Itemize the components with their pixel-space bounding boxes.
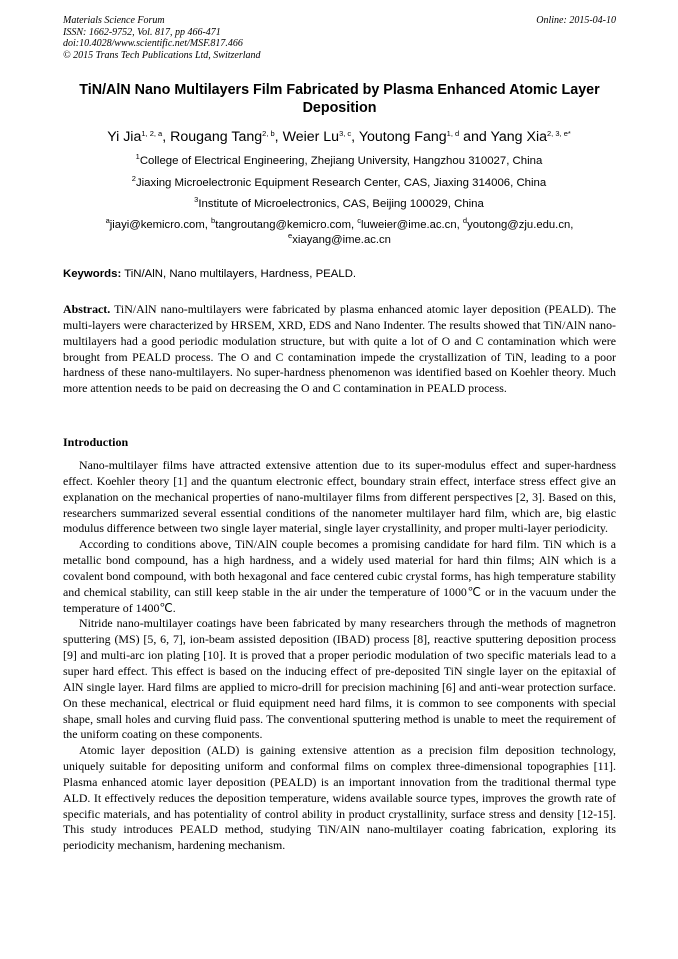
email-marker: e [288, 231, 293, 240]
email-marker: b [211, 216, 216, 225]
author-affil-marker: 2, b [262, 129, 275, 138]
email-address: xiayang@ime.ac.cn [292, 234, 391, 246]
email-address: luweier@ime.ac.cn, [361, 219, 463, 231]
author-name: Rougang Tang [170, 129, 263, 145]
affiliation-text: College of Electrical Engineering, Zhejiang University, Hangzhou 310027, China [139, 155, 543, 167]
paragraph: Atomic layer deposition (ALD) is gaining extensive attention as a precision film deposition technology, uniquely suitable for depositing uniform and conformal films on complex three-dimensional topographies [11]. Plasma enhanced atomic layer deposition (PEALD) is an important innovation from the traditional thermal type ALD. It effectively reduces the deposition temperature, widens available source types, improves the growth rate of specific materials, and has potentiality of control ability in product crystallinity, surface stress and density [12-15]. This study introduces PEALD method, studying TiN/AlN nano-multilayer coating fabrication, exploring its periodicity mechanism, hardening mechanism. [63, 743, 616, 853]
author-name: Yang Xia [490, 129, 548, 145]
affiliation-text: Jiaxing Microelectronic Equipment Research Center, CAS, Jiaxing 314006, China [135, 177, 547, 189]
author-list [40, 127, 638, 147]
online-date: Online: 2015-04-10 [536, 15, 616, 26]
affiliation-marker: 1 [135, 152, 140, 161]
author-affil-marker: 1, d [446, 129, 460, 138]
author-name: Youtong Fang [358, 129, 447, 145]
author [490, 129, 570, 145]
keywords-text: TiN/AlN, Nano multilayers, Hardness, PEALD. [121, 268, 357, 280]
issn-line: ISSN: 1662-9752, Vol. 817, pp 466-471 [63, 26, 221, 38]
abstract-label: Abstract. [63, 302, 111, 316]
affiliation-marker: 3 [194, 195, 199, 204]
author-separator: and [459, 129, 491, 145]
author-separator: , [274, 129, 283, 145]
copyright-line: © 2015 Trans Tech Publications Ltd, Switzerland [63, 49, 261, 61]
author-name: Weier Lu [282, 129, 340, 145]
keywords-label: Keywords: [63, 268, 122, 280]
journal-name: Materials Science Forum [63, 15, 165, 26]
email-marker: d [462, 216, 468, 225]
abstract [63, 302, 616, 397]
email-list [63, 218, 616, 248]
author-name: Yi Jia [107, 129, 142, 145]
author-affil-marker: 3, c [339, 129, 352, 138]
affiliation-marker: 2 [131, 174, 136, 183]
email-address: tangroutang@kemicro.com, [215, 219, 358, 231]
paragraph: Nitride nano-multilayer coatings have been fabricated by many researchers through the methods of magnetron sputtering (MS) [5, 6, 7], ion-beam assisted deposition (IBAD) process [8], reactive sputtering deposition process [9] and multi-arc ion plating [10]. It is proved that a proper periodic modulation of two specific materials lead to a super hard effect. This effect is based on the inducing effect of pre-deposited TiN single layer on the epitaxial of AlN single layer. Hard films are applied to micro-drill for precision machining [6] and anti-wear protection surface. On these mechanical, electrical or fluid equipment need hard films, it is common to see components with special shape, small holes and curving fluid pass. The conventional sputtering method is unable to meet the requirement of the uniform coating on these components. [63, 616, 616, 742]
author [283, 129, 359, 145]
email-address: jiayi@kemicro.com, [109, 219, 212, 231]
doi-line: doi:10.4028/www.scientific.net/MSF.817.466 [63, 38, 243, 49]
paper-title: TiN/AlN Nano Multilayers Film Fabricated by Plasma Enhanced Atomic Layer Deposition [79, 82, 600, 116]
affiliation [40, 154, 638, 169]
journal-header [63, 15, 616, 61]
email-marker: c [357, 216, 362, 225]
author-affil-marker: 1, 2, a [141, 129, 163, 138]
author-affil-marker: 2, 3, e* [547, 129, 571, 138]
paragraph: Nano-multilayer films have attracted extensive attention due to its super-modulus effect and super-hardness effect. Koehler theory [1] and the quantum electronic effect, boundary strain effect, interface stress effect give an explanation on the mechanical properties of nano-multilayer films from different perspectives [2, 3]. Based on this, researchers summarized several essential conditions of the nanometer multilayer hard film, which are, big elastic modulus difference between two single layer material, single layer crystallinity, and proper multi-layer periodicity. [63, 458, 616, 536]
section-heading-introduction: Introduction [63, 435, 129, 449]
affiliation-text: Institute of Microelectronics, CAS, Beijing 100029, China [198, 198, 484, 210]
paragraph: According to conditions above, TiN/AlN couple becomes a promising candidate for hard film. TiN which is a metallic bond compound, has a high hardness, and a widely used material for hard thin films; AlN which is a covalent bond compound, with both hexagonal and face centered cubic crystal forms, has high temperature stability and chemical stability, can still keep stable in the air under the temperature of 1000℃ or in the vacuum under the temperature of 1400℃. [63, 537, 616, 615]
author-separator: , [351, 129, 359, 145]
author [170, 129, 282, 145]
affiliation [40, 197, 638, 212]
author [359, 129, 491, 145]
keywords [63, 267, 616, 281]
email-marker: a [105, 216, 110, 225]
affiliation [40, 176, 638, 191]
introduction-body [63, 458, 616, 854]
email-address: youtong@zju.edu.cn, [467, 219, 574, 231]
author [107, 129, 170, 145]
author-separator: , [162, 129, 171, 145]
abstract-text: TiN/AlN nano-multilayers were fabricated by plasma enhanced atomic layer deposition (PEALD). The multi-layers were characterized by HRSEM, XRD, EDS and Nano Indenter. The results showed that TiN/AlN nano-multilayers had a good periodic modulation structure, but with quite a lot of O and C contamination which were brought from PEALD process. The O and C contamination impede the crystallization of TiN, leading to a poor hardness of these nano-multilayers. No super-hardness phenomenon was identified based on Koehler theory. Much more attention needs to be paid on decreasing the O and C contamination in PEALD process. [63, 302, 616, 396]
